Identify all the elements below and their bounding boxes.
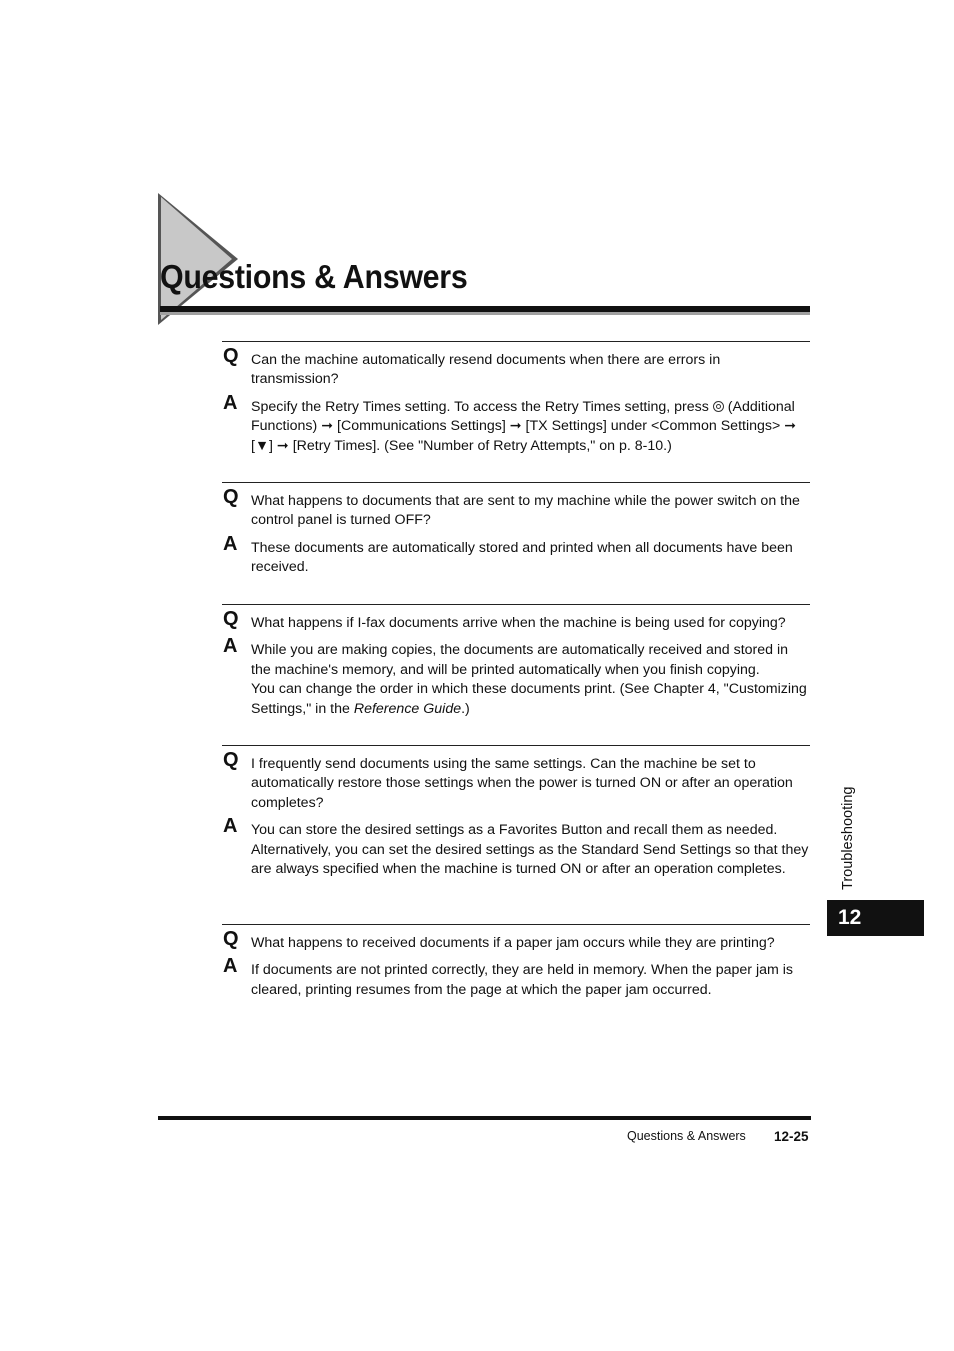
question-marker: Q [223, 608, 239, 630]
question-row [222, 749, 810, 813]
question-marker: Q [223, 486, 239, 508]
answer-text: If documents are not printed correctly, they are held in memory. When the paper jam is cleared, printing resumes from the page at which the paper jam occurred. [251, 962, 793, 998]
answer-marker: A [223, 955, 238, 978]
answer-text: These documents are automatically stored and printed when all documents have been received. [251, 539, 793, 576]
answer-marker: A [223, 532, 238, 555]
answer-marker: A [223, 635, 238, 658]
question-text: What happens if I-fax documents arrive when the machine is being used for copying? [251, 615, 786, 631]
answer-text: Specify the Retry Times setting. To access the Retry Times setting, press (Additional Functions) ➞ [Communications Settings] ➞ [TX Settings] under <Common Settings> ➞ [▼] ➞ [Retry Times]. (See "Number of Retry Attempts," on p. 8-10.) [251, 399, 796, 454]
question-marker: Q [223, 345, 239, 367]
page-number: 12-25 [774, 1129, 809, 1144]
answer-row [222, 635, 810, 719]
answer-row [222, 955, 810, 1000]
reference-guide-title: Reference Guide [353, 700, 462, 717]
arrow-icon: ➞ [509, 418, 522, 435]
qa-block-4 [222, 745, 810, 879]
answer-row [222, 815, 810, 879]
additional-functions-icon [713, 401, 724, 412]
qa-block-2 [222, 482, 810, 578]
answer-text-continued: You can change the order in which these documents print. (See Chapter 4, "Customizing Settings," in the Reference Guide.) [251, 681, 807, 717]
answer-row [222, 532, 810, 578]
section-side-label: Troubleshooting [840, 786, 856, 890]
answer-marker: A [223, 391, 238, 414]
qa-block-5 [222, 924, 810, 1000]
question-row [222, 608, 810, 633]
arrow-icon: ➞ [276, 437, 289, 454]
question-marker: Q [223, 749, 239, 771]
answer-marker: A [223, 815, 238, 838]
answer-text: You can store the desired settings as a Favorites Button and recall them as needed. Alternatively, you can set the desired settings as the Standard Send Settings so that they are always specified when the machine is turned ON or after an operation completes. [251, 822, 809, 878]
title-rule-shadow [160, 312, 810, 315]
answer-row [222, 391, 810, 456]
footer-section-title: Questions & Answers [627, 1129, 746, 1143]
qa-block-1 [222, 341, 810, 456]
answer-text: While you are making copies, the documents are automatically received and stored in the machine's memory, and will be printed automatically when you finish copying. [251, 642, 789, 678]
arrow-icon: ➞ [321, 418, 334, 435]
page-title: Questions & Answers [160, 258, 468, 295]
question-row [222, 486, 810, 531]
question-text: I frequently send documents using the same settings. Can the machine be set to automatically restore those settings when the power is turned ON or after an operation completes? [251, 756, 793, 811]
question-text: What happens to documents that are sent to my machine while the power switch on the control panel is turned OFF? [251, 493, 800, 529]
question-row [222, 345, 810, 390]
question-text: Can the machine automatically resend documents when there are errors in transmission? [251, 352, 721, 388]
qa-block-3 [222, 604, 810, 719]
chapter-tab [827, 900, 924, 936]
chapter-number: 12 [838, 906, 862, 929]
question-text: What happens to received documents if a paper jam occurs while they are printing? [251, 935, 775, 951]
question-marker: Q [223, 928, 239, 950]
down-triangle-icon: ▼ [254, 437, 269, 454]
question-row [222, 928, 810, 953]
footer-rule [158, 1116, 811, 1120]
arrow-icon: ➞ [784, 418, 797, 435]
